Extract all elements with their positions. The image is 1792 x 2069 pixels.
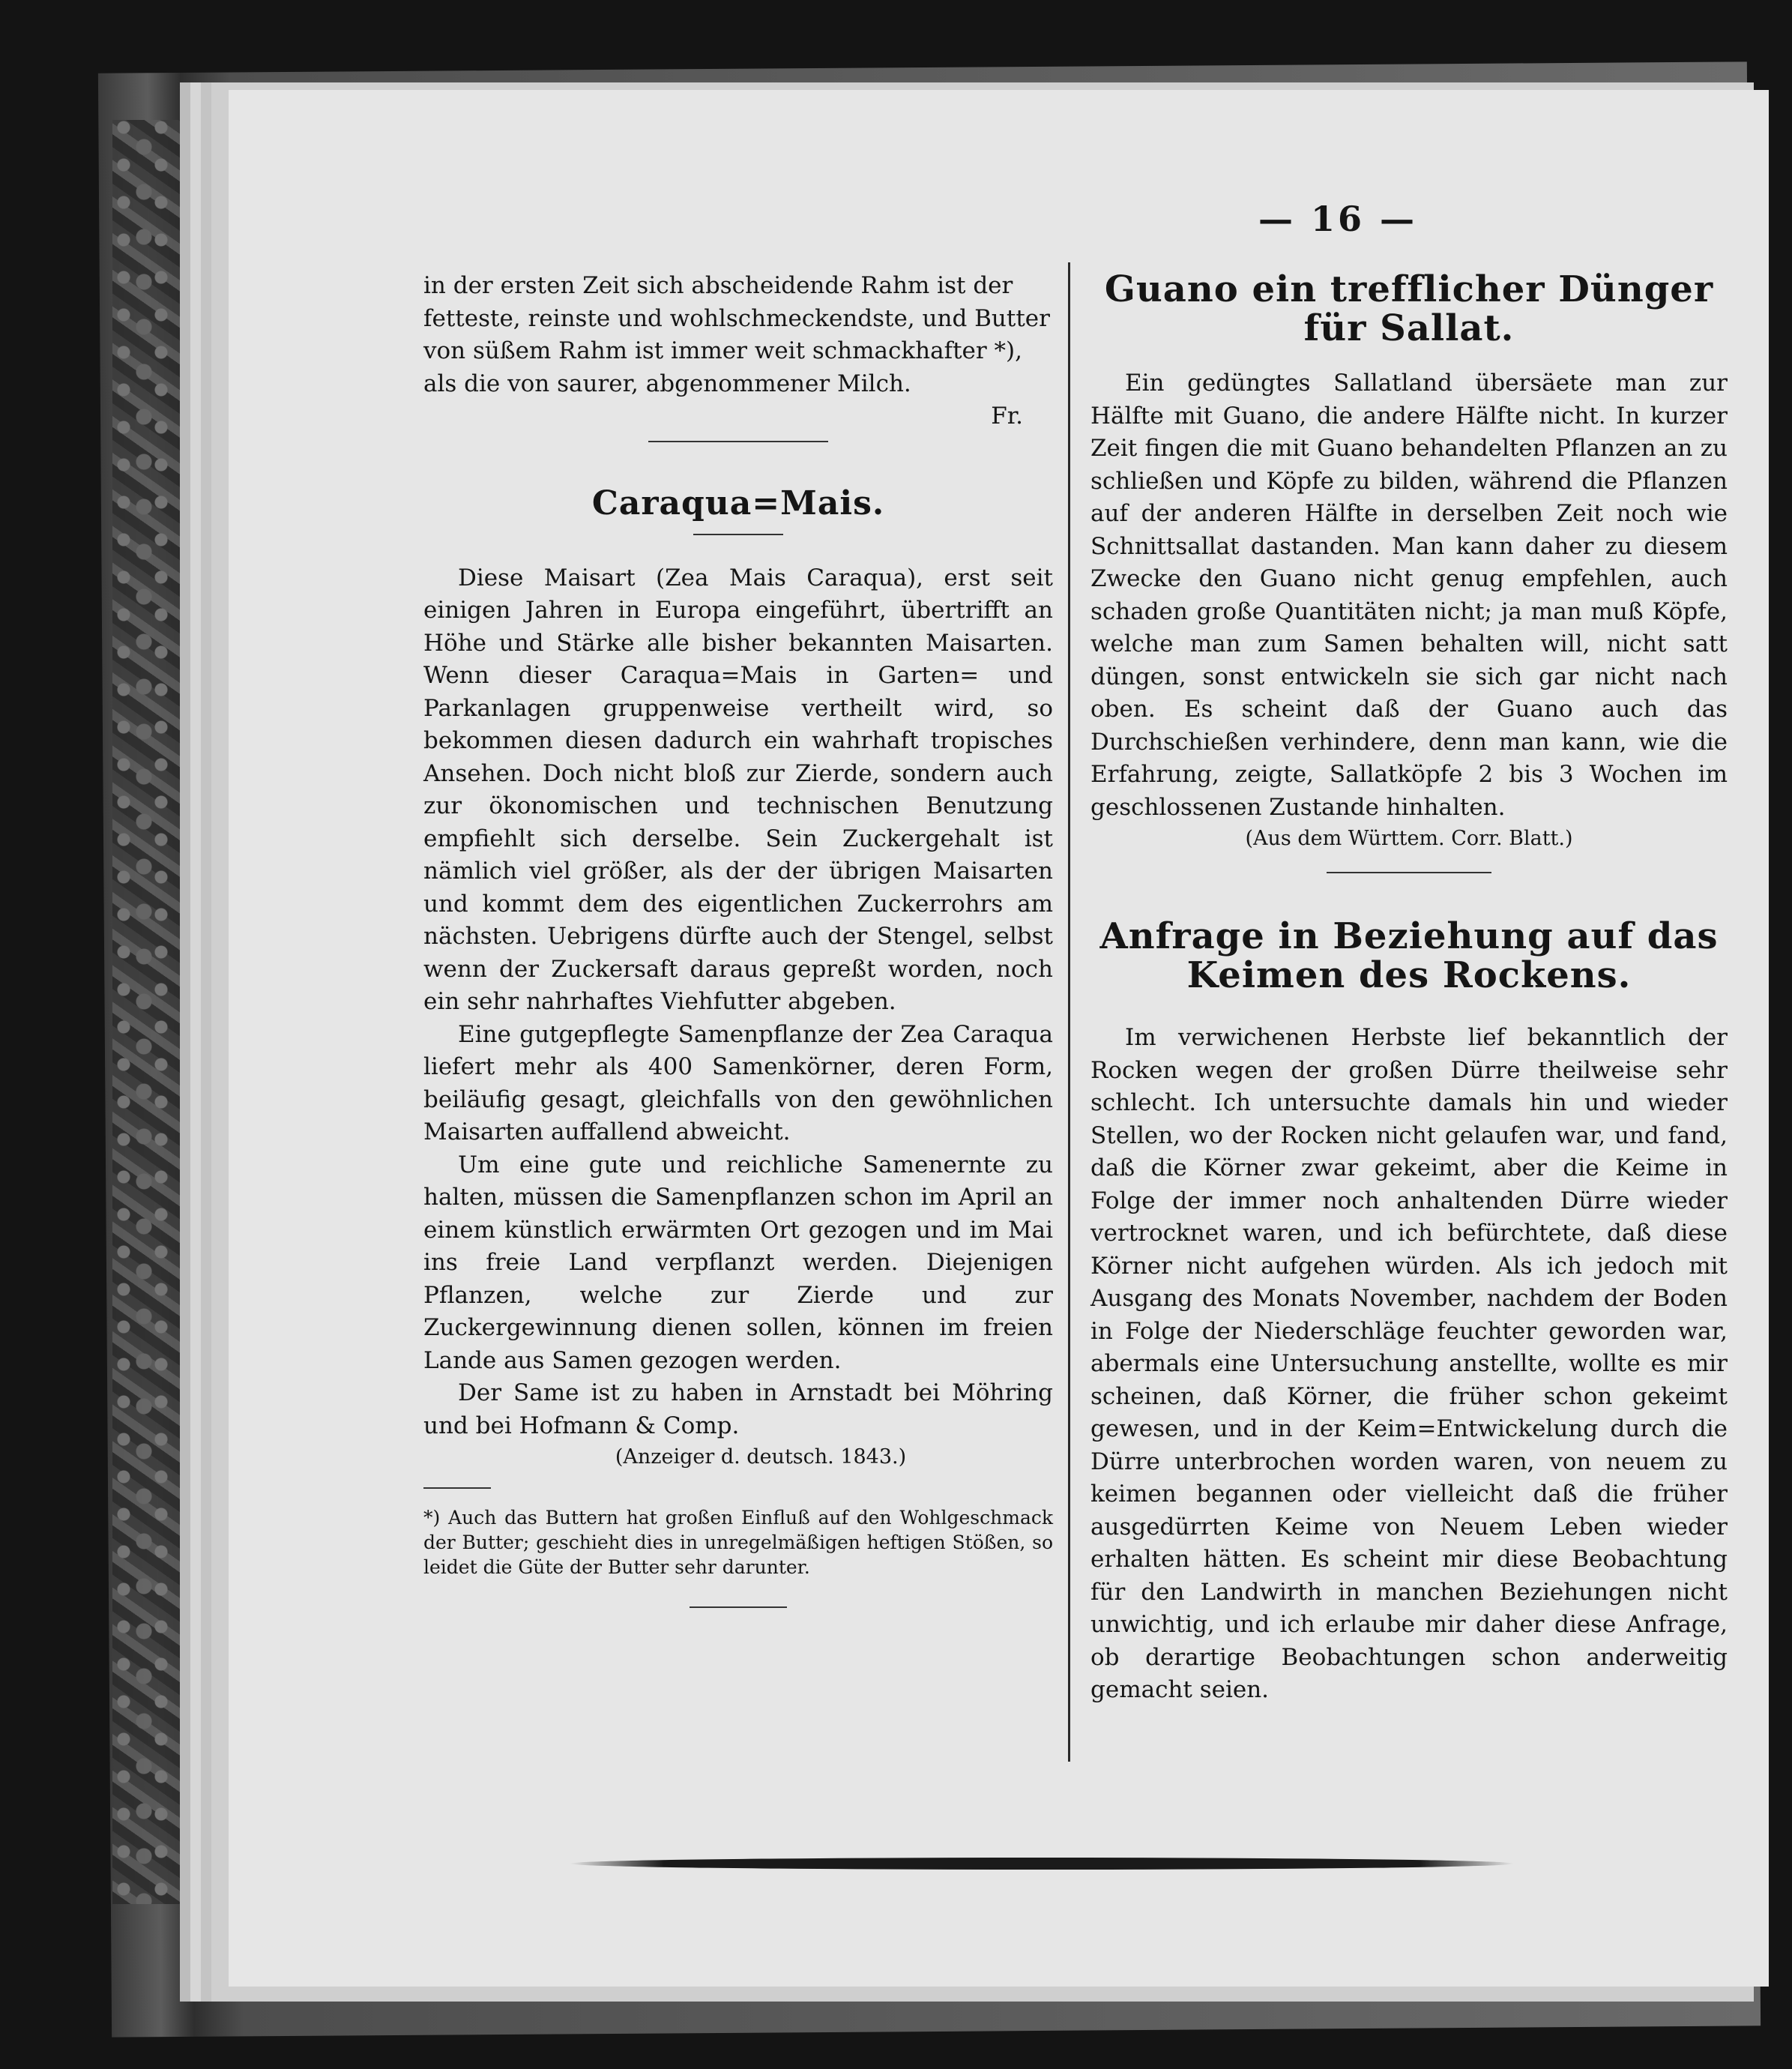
article-title-rocken: Anfrage in Beziehung auf das [1099, 915, 1719, 957]
article-title-guano-line2: für Sallat. [1303, 307, 1515, 349]
article-paragraph: Im verwichenen Herbste lief bekanntlich der Rocken wegen der großen Dürre theilweise sehr schlecht. Ich untersuchte damals hin und wieder Stellen, wo der Rocken nicht gelaufen war, und fand, daß die Körner zwar gekeimt, aber die Keime in Folge der immer noch anhaltenden Dürre wieder vertrocknet waren, und ich befürchtete, daß diese Körner nicht aufgehen würden. Als ich jedoch mit Ausgang des Monats November, nachdem der Boden in Folge der Niederschläge feuchter geworden war, abermals eine Untersuchung anstellte, wollte es mir scheinen, daß Körner, die früher schon gekeimt gewesen, und in der Keim=Entwickelung durch die Dürre unterbrochen worden waren, von neuem zu keimen begannen oder vielleicht daß die früher ausgedürrten Keime von Neuem Leben wieder erhalten hätten. Es scheint mir diese Beobachtung für den Landwirth in manchen Beziehungen nicht unwichtig, und ich erlaube mir daher diese Anfrage, ob derartige Beobachtungen schon anderweitig gemacht seien. [1090, 1024, 1728, 1703]
page-number: — 16 — [1258, 199, 1418, 239]
bottom-ornament-rule [570, 1858, 1514, 1870]
intro-line: von süßem Rahm ist immer weit schmackhafter *), [423, 337, 1022, 364]
left-column [423, 270, 1053, 1617]
article-title-caraqua: Caraqua=Mais. [591, 484, 885, 522]
section-rule [1327, 872, 1491, 873]
article-paragraph: Der Same ist zu haben in Arnstadt bei Möhring und bei Hofmann & Comp. [423, 1379, 1053, 1439]
intro-line: fetteste, reinste und wohlschmeckendste, und Butter [423, 304, 1050, 332]
book-page [229, 90, 1769, 1987]
article-title-rocken-line2: Keimen des Rockens. [1186, 954, 1632, 996]
article-source: (Aus dem Württem. Corr. Blatt.) [1245, 827, 1573, 850]
title-rule [693, 534, 783, 535]
article-paragraph: Um eine gute und reichliche Samenernte zu halten, müssen die Samenpflanzen schon im April an einem künstlich erwärmten Ort gezogen und im Mai ins freie Land verpflanzt werden. Diejenigen Pflanzen, welche zur Zierde und zur Zuckergewinnung dienen sollen, können im freien Lande aus Samen gezogen werden. [423, 1151, 1053, 1374]
right-column [1090, 270, 1728, 1707]
intro-signature: Fr. [991, 403, 1023, 430]
article-paragraph: Diese Maisart (Zea Mais Caraqua), erst seit einigen Jahren in Europa eingeführt, übertrifft an Höhe und Stärke alle bisher bekannten Maisarten. Wenn dieser Caraqua=Mais in Garten= und Parkanlagen gruppenweise vertheilt wird, so bekommen diesen dadurch ein wahrhaft tropisches Ansehen. Doch nicht bloß zur Zierde, sondern auch zur ökonomischen und technischen Benutzung empfiehlt sich derselbe. Sein Zuckergehalt ist nämlich viel größer, als der der übrigen Maisarten und kommt dem des eigentlichen Zuckerrohrs am nächsten. Uebrigens dürfte auch der Stengel, selbst wenn der Zuckersaft daraus gepreßt worden, noch ein sehr nahrhaftes Viehfutter abgeben. [423, 564, 1053, 1015]
article-paragraph: Ein gedüngtes Sallatland übersäete man zur Hälfte mit Guano, die andere Hälfte nicht. In kurzer Zeit fingen die mit Guano behandelten Pflanzen an zu schließen und Köpfe zu bilden, während die Pflanzen auf der anderen Hälfte in derselben Zeit noch wie Schnittsallat dastanden. Man kann daher zu diesem Zwecke den Guano nicht genug empfehlen, auch schaden große Quantitäten nicht; ja man muß Köpfe, welche man zum Samen behalten will, nicht satt düngen, sonst entwickeln sie sich gar nicht nach oben. Es scheint daß der Guano auch das Durchschießen verhindere, denn man kann, wie die Erfahrung, zeigte, Sallatköpfe 2 bis 3 Wochen im geschlossenen Zustande hinhalten. [1090, 370, 1728, 821]
section-rule [648, 441, 828, 442]
intro-line: als die von saurer, abgenommener Milch. [423, 370, 911, 397]
intro-line: in der ersten Zeit sich abscheidende Rahm ist der [423, 272, 1013, 299]
footnote-rule [423, 1487, 491, 1489]
column-divider [1068, 262, 1070, 1762]
article-paragraph: Eine gutgepflegte Samenpflanze der Zea Caraqua liefert mehr als 400 Samenkörner, deren Form, beiläufig gesagt, gleichfalls von den gewöhnlichen Maisarten auffallend abweicht. [423, 1020, 1053, 1145]
article-source: (Anzeiger d. deutsch. 1843.) [615, 1445, 907, 1469]
footnote-text: *) Auch das Buttern hat großen Einfluß auf den Wohlgeschmack der Butter; geschieht dies in unregelmäßigen heftigen Stößen, so leidet die Güte der Butter sehr darunter. [423, 1507, 1053, 1578]
end-rule [690, 1606, 787, 1608]
footnote [423, 1505, 1053, 1579]
article-title-guano: Guano ein trefflicher Dünger [1104, 268, 1714, 310]
